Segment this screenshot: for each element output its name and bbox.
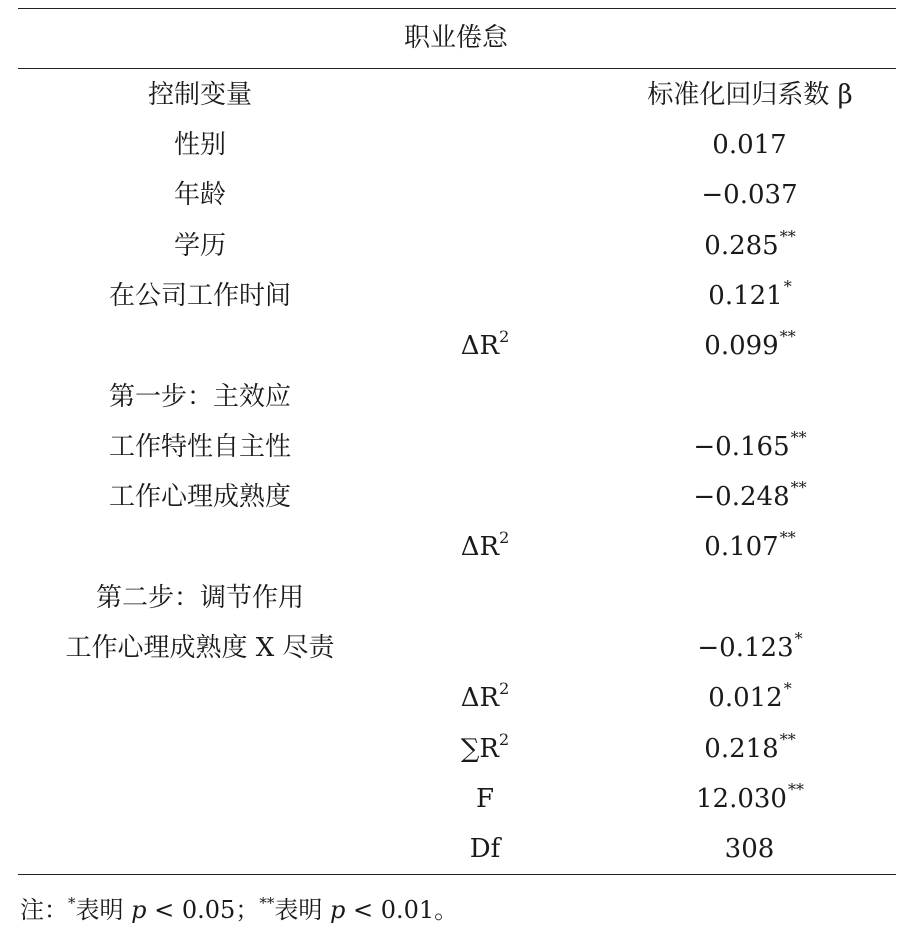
row-label: 工作特性自主性 (108, 431, 291, 462)
row-value (600, 120, 900, 170)
table-row (0, 120, 912, 170)
significance-marker: ** (779, 327, 796, 347)
coefficient: −0.037 (701, 180, 798, 211)
table-row (0, 221, 912, 271)
stat-superscript: 2 (499, 528, 510, 548)
stat-symbol: ΔR (460, 683, 500, 714)
row-stat (420, 120, 550, 170)
note-cond-2: < 0.01。 (345, 896, 459, 924)
table-top-rule (18, 8, 896, 9)
coefficient: 0.107 (704, 532, 779, 563)
significance-marker: * (794, 629, 803, 648)
significance-marker: ** (790, 478, 807, 498)
stat-superscript: 2 (498, 729, 510, 749)
coefficient: 0.099 (704, 331, 779, 362)
row-label (0, 673, 400, 723)
table-header-rule (18, 68, 896, 69)
row-label: 年龄 (173, 180, 226, 211)
row-label: 第一步：主效应 (108, 381, 291, 412)
row-stat (420, 422, 550, 472)
significance-marker: ** (779, 226, 796, 246)
stat-symbol: F (475, 783, 495, 814)
coefficient: −0.165 (693, 431, 790, 462)
row-label (0, 824, 400, 874)
table-row (0, 623, 912, 673)
table-row (0, 472, 912, 522)
row-value (600, 422, 900, 472)
table-row (0, 271, 912, 321)
table-row (0, 170, 912, 220)
significance-marker: * (783, 679, 792, 699)
row-value (600, 321, 900, 371)
stat-symbol: ΔR (460, 532, 500, 563)
coefficient: −0.248 (693, 482, 790, 513)
table-row (0, 673, 912, 723)
row-stat (420, 673, 550, 723)
coefficient: 0.017 (712, 130, 787, 160)
coefficient: 0.285 (704, 230, 779, 261)
row-label: 工作心理成熟度 (108, 482, 291, 513)
stat-superscript: 2 (499, 679, 510, 699)
coefficient: 0.121 (708, 280, 783, 311)
row-value (600, 724, 900, 774)
row-stat (420, 623, 550, 673)
row-stat (420, 472, 550, 522)
row-value (600, 573, 900, 623)
table-header-row (0, 70, 912, 120)
row-value (600, 221, 900, 271)
stat-superscript: 2 (499, 327, 510, 347)
row-label: 学历 (173, 230, 226, 261)
note-p-1: p (131, 896, 147, 924)
row-stat (420, 724, 550, 774)
stat-symbol: ΔR (460, 331, 500, 362)
significance-marker: * (783, 276, 792, 296)
table-row (0, 724, 912, 774)
header-value: 标准化回归系数 β (647, 80, 853, 110)
coefficient: 308 (724, 834, 775, 865)
row-stat (420, 221, 550, 271)
row-label (0, 724, 400, 774)
row-label (0, 522, 400, 572)
note-p-2: p (329, 896, 346, 924)
row-stat (420, 522, 550, 572)
row-value (600, 824, 900, 874)
significance-marker: ** (787, 779, 804, 799)
row-stat (420, 372, 550, 422)
row-value (600, 271, 900, 321)
note-sig-2: ** (259, 894, 275, 912)
note-cond-1: < 0.05； (146, 896, 260, 924)
stat-symbol: Df (469, 834, 501, 865)
table-row (0, 824, 912, 874)
row-value (600, 372, 900, 422)
table-row (0, 522, 912, 572)
note-sig-1: * (68, 894, 76, 912)
significance-marker: ** (790, 427, 807, 447)
significance-marker: ** (779, 729, 796, 749)
row-value (600, 623, 900, 673)
row-stat (420, 774, 550, 824)
note-text-1: 表明 (75, 896, 132, 924)
row-label (0, 774, 400, 824)
coefficient: 0.012 (708, 683, 783, 714)
row-value (600, 774, 900, 824)
row-stat (420, 170, 550, 220)
note-text-2: 表明 (274, 896, 330, 924)
row-label: 在公司工作时间 (108, 280, 291, 311)
coefficient: 12.030 (696, 783, 787, 814)
row-stat (420, 321, 550, 371)
table-footnote (20, 890, 458, 930)
note-prefix: 注： (20, 896, 68, 924)
row-value (600, 673, 900, 723)
row-stat (420, 573, 550, 623)
row-label (0, 321, 400, 371)
table-title: 职业倦怠 (403, 23, 508, 53)
header-label: 控制变量 (147, 80, 252, 110)
table-row (0, 321, 912, 371)
row-stat (420, 824, 550, 874)
table-bottom-rule (18, 874, 896, 875)
row-stat (420, 271, 550, 321)
table-row (0, 573, 912, 623)
coefficient: 0.218 (704, 733, 779, 764)
table-row (0, 774, 912, 824)
table-row (0, 372, 912, 422)
significance-marker: ** (779, 528, 796, 548)
coefficient: −0.123 (697, 633, 794, 663)
row-label: 第二步：调节作用 (95, 582, 304, 613)
row-label: 工作心理成熟度 X 尽责 (65, 633, 335, 663)
row-label: 性别 (173, 130, 226, 160)
stat-symbol: ∑R (460, 733, 499, 764)
row-value (600, 522, 900, 572)
row-value (600, 472, 900, 522)
table-row (0, 422, 912, 472)
row-value (600, 170, 900, 220)
